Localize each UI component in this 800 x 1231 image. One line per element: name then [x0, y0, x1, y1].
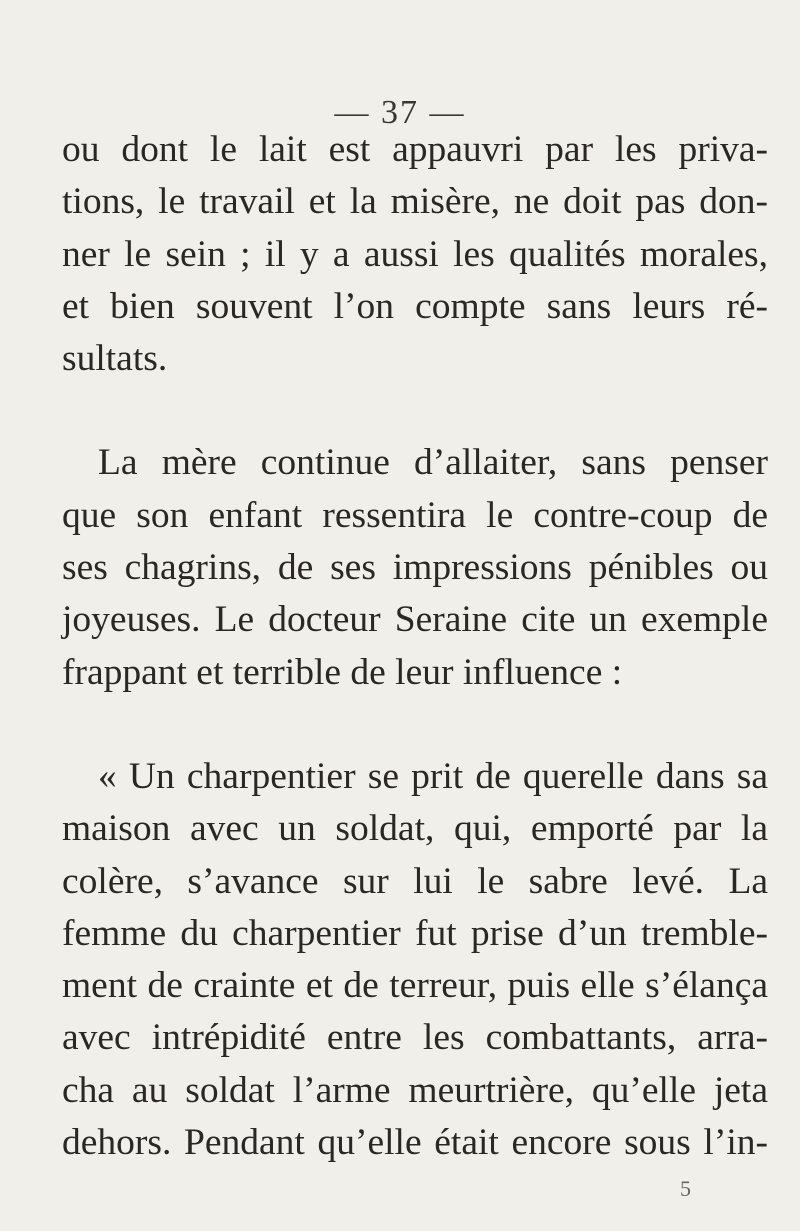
text-line: ou dont le lait est appauvri par les priva-	[62, 129, 768, 170]
text-line: La mère continue d’allaiter, sans penser	[98, 442, 768, 484]
text-line: tions, le travail et la misère, ne doit pas don-	[62, 181, 768, 223]
paragraph-gap	[62, 385, 768, 437]
text-line: dehors. Pendant qu’elle était encore sous l’in-	[62, 1122, 768, 1164]
text-line: joyeuses. Le docteur Seraine cite un exemple	[62, 599, 768, 641]
text-line: femme du charpentier fut prise d’un tremble-	[62, 912, 768, 954]
text-line: ner le sein ; il y a aussi les qualités morales,	[62, 233, 768, 275]
text-line: frappant et terrible de leur influence :	[62, 651, 623, 693]
paragraph-gap	[62, 699, 768, 751]
text-line: cha au soldat l’arme meurtrière, qu’elle jeta	[62, 1069, 768, 1111]
body-text	[62, 124, 768, 1169]
text-line: ment de crainte et de terreur, puis elle s’élança	[62, 965, 768, 1007]
text-line: colère, s’avance sur lui le sabre levé. La	[62, 860, 768, 902]
text-line: que son enfant ressentira le contre-coup de	[62, 494, 768, 536]
page-number-header: — 37 —	[334, 94, 466, 131]
text-line: sultats.	[62, 338, 168, 380]
text-line: ses chagrins, de ses impressions pénibles ou	[62, 547, 768, 589]
signature-mark: 5	[680, 1176, 691, 1201]
text-line: « Un charpentier se prit de querelle dans sa	[98, 755, 768, 797]
text-line: maison avec un soldat, qui, emporté par la	[62, 808, 768, 850]
text-line: avec intrépidité entre les combattants, arra-	[62, 1017, 768, 1059]
text-line: et bien souvent l’on compte sans leurs ré-	[62, 285, 768, 327]
